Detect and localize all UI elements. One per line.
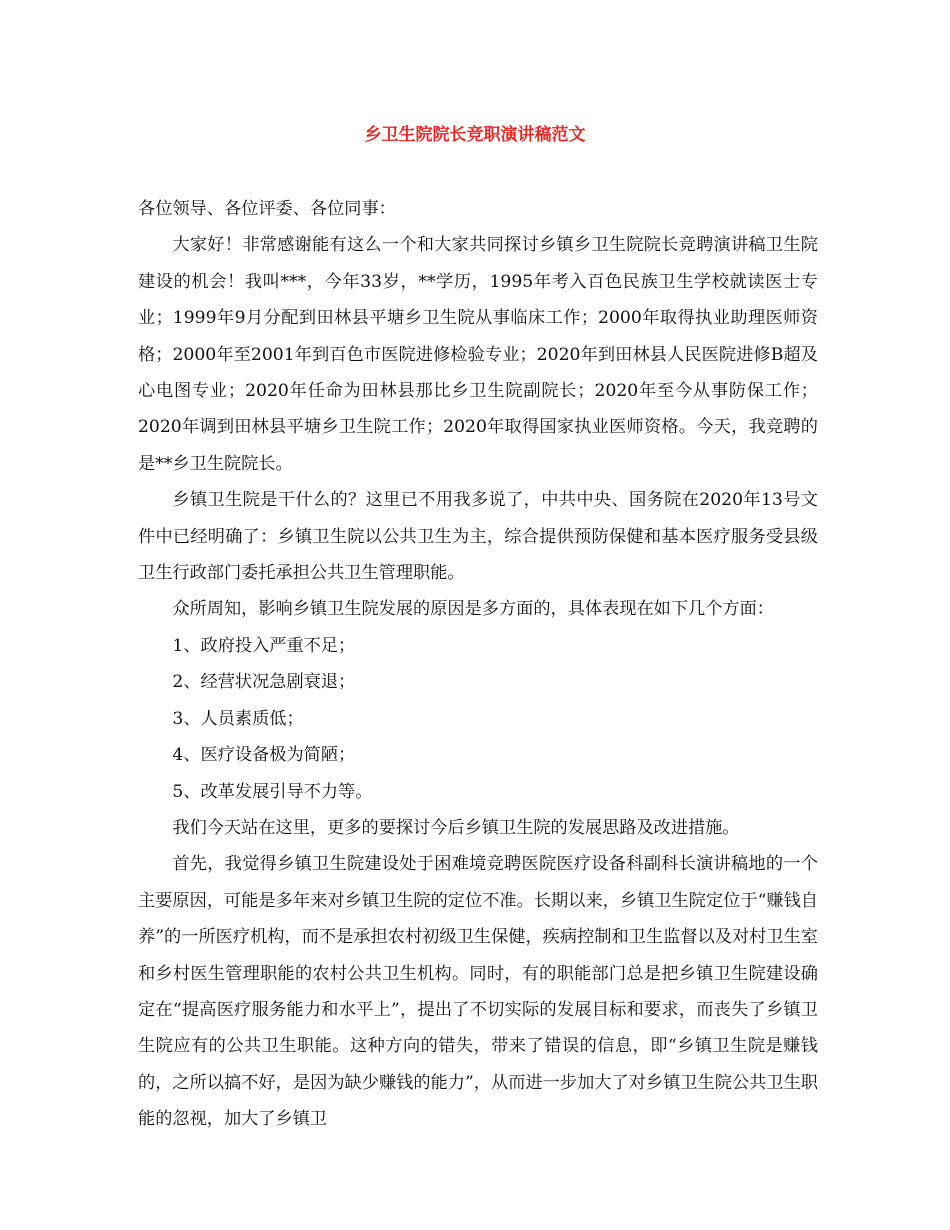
paragraph-intro: 大家好！非常感谢能有这么一个和大家共同探讨乡镇乡卫生院院长竞聘演讲稿卫生院建设的机会！我叫***，今年33岁，**学历，1995年考入百色民族卫生学校就读医士专业；1999年9月分配到田林县平塘乡卫生院从事临床工作；2000年取得执业助理医师资格；2000年至2001年到百色市医院进修检验专业；2020年到田林县人民医院进修B超及心电图专业；2020年任命为田林县那比乡卫生院副院长；2020年至今从事防保工作；2020年调到田林县平塘乡卫生院工作；2020年取得国家执业医师资格。今天，我竞聘的是**乡卫生院院长。: [138, 235, 818, 474]
document-title: 乡卫生院院长竞职演讲稿范文: [364, 125, 586, 145]
list-item: 2、经营状况急剧衰退；: [172, 672, 356, 693]
list-item: 4、医疗设备极为简陋；: [172, 745, 356, 766]
paragraph-role: 乡镇卫生院是干什么的？这里已不用我多说了，中共中央、国务院在2020年13号文件中已经明确了：乡镇卫生院以公共卫生为主，综合提供预防保健和基本医疗服务受县级卫生行政部门委托承担公共卫生管理职能。: [138, 490, 818, 584]
paragraph-discussion: 我们今天站在这里，更多的要探讨今后乡镇卫生院的发展思路及改进措施。: [172, 817, 740, 838]
list-item: 1、政府投入严重不足；: [172, 635, 356, 656]
greeting-line: 各位领导、各位评委、各位同事：: [138, 199, 396, 219]
list-item: 5、改革发展引导不力等。: [172, 781, 373, 802]
paragraph-factors: 众所周知，影响乡镇卫生院发展的原因是多方面的，具体表现在如下几个方面：: [172, 599, 774, 620]
paragraph-first-point: 首先，我觉得乡镇卫生院建设处于困难境竞聘医院医疗设备科副科长演讲稿地的一个主要原因，可能是多年来对乡镇卫生院的定位不准。长期以来，乡镇卫生院定位于“赚钱自养”的一所医疗机构，而不是承担农村初级卫生保健，疾病控制和卫生监督以及对村卫生室和乡村医生管理职能的农村公共卫生机构。同时，有的职能部门总是把乡镇卫生院建设确定在“提高医疗服务能力和水平上”，提出了不切实际的发展目标和要求，而丧失了乡镇卫生院应有的公共卫生职能。这种方向的错失，带来了错误的信息，即“乡镇卫生院是赚钱的，之所以搞不好，是因为缺少赚钱的能力”，从而进一步加大了对乡镇卫生院公共卫生职能的忽视，加大了乡镇卫: [138, 854, 818, 1130]
document-body: [138, 191, 818, 1138]
list-item: 3、人员素质低；: [172, 708, 304, 729]
